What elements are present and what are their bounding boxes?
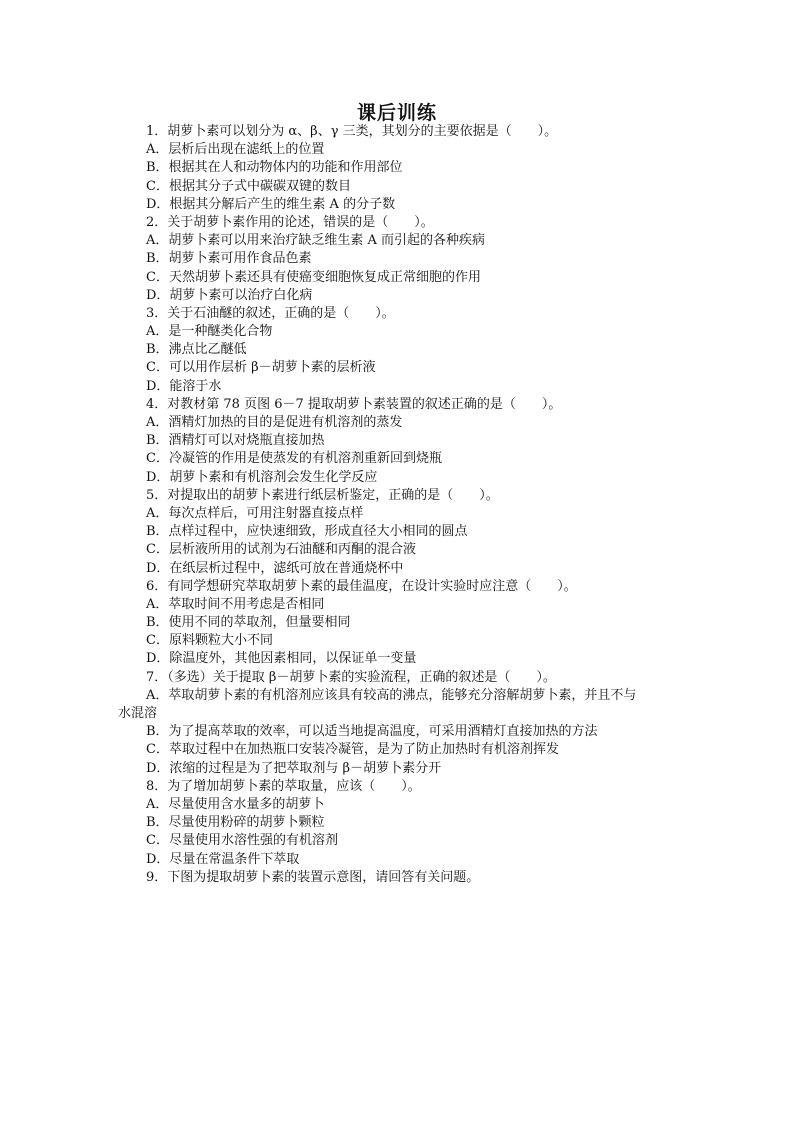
page-title: 课后训练 [356, 102, 437, 124]
answer-option: D．尽量在常温条件下萃取 [146, 851, 300, 867]
answer-option: D．能溶于水 [146, 378, 222, 394]
question-stem: 3．关于石油醚的叙述，正确的是（ ）。 [146, 305, 395, 321]
question-list [118, 123, 688, 887]
answer-option: C．萃取过程中在加热瓶口安装冷凝管，是为了防止加热时有机溶剂挥发 [146, 742, 559, 758]
answer-option: C．根据其分子式中碳碳双键的数目 [146, 178, 351, 194]
answer-option: D．在纸层析过程中，滤纸可放在普通烧杯中 [146, 560, 404, 576]
answer-option: B．使用不同的萃取剂，但量要相同 [146, 615, 351, 631]
answer-option: A．尽量使用含水量多的胡萝卜 [146, 796, 325, 812]
answer-option: D．胡萝卜素和有机溶剂会发生化学反应 [146, 469, 378, 485]
answer-option: A．酒精灯加热的目的是促进有机溶剂的蒸发 [146, 415, 403, 430]
question-stem: 1．胡萝卜素可以划分为 α、β、γ 三类，其划分的主要依据是（ ）。 [146, 124, 558, 139]
answer-option: B．点样过程中，应快速细致，形成直径大小相同的圆点 [146, 524, 468, 540]
answer-option: C．天然胡萝卜素还具有使癌变细胞恢复成正常细胞的作用 [146, 269, 481, 285]
answer-option: C．可以用作层析 β－胡萝卜素的层析液 [146, 360, 376, 376]
answer-option: B．为了提高萃取的效率，可以适当地提高温度，可采用酒精灯直接加热的方法 [146, 724, 598, 740]
answer-option-continuation: 水混溶 [118, 706, 158, 721]
answer-option: D．胡萝卜素可以治疗白化病 [146, 287, 313, 303]
question-stem: 2．关于胡萝卜素作用的论述，错误的是（ ）。 [146, 214, 434, 230]
answer-option: A．是一种醚类化合物 [146, 324, 273, 340]
answer-option: D．浓缩的过程是为了把萃取剂与 β－胡萝卜素分开 [146, 760, 442, 776]
question-stem: 7．（多选）关于提取 β－胡萝卜素的实验流程，正确的叙述是（ ）。 [146, 669, 556, 685]
answer-option: A．萃取时间不用考虑是否相同 [146, 596, 325, 612]
answer-option: A．每次点样后，可用注射器直接点样 [146, 505, 364, 521]
question-stem: 6．有同学想研究萃取胡萝卜素的最佳温度，在设计实验时应注意（ ）。 [146, 578, 577, 594]
answer-option: C．冷凝管的作用是使蒸发的有机溶剂重新回到烧瓶 [146, 451, 442, 467]
answer-option: B．酒精灯可以对烧瓶直接加热 [146, 433, 325, 449]
answer-option: C．层析液所用的试剂为石油醚和丙酮的混合液 [146, 542, 416, 558]
answer-option: B．胡萝卜素可用作食品色素 [146, 251, 312, 267]
answer-option: B．尽量使用粉碎的胡萝卜颗粒 [146, 815, 325, 831]
answer-option: A．胡萝卜素可以用来治疗缺乏维生素 A 而引起的各种疾病 [146, 233, 486, 249]
question-stem: 4．对教材第 78 页图 6－7 提取胡萝卜素装置的叙述正确的是（ ）。 [146, 396, 562, 412]
question-stem: 8．为了增加胡萝卜素的萃取量，应该（ ）。 [146, 778, 421, 794]
answer-option: D．除温度外，其他因素相同，以保证单一变量 [146, 651, 417, 667]
answer-option: D．根据其分解后产生的维生素 A 的分子数 [146, 196, 396, 212]
question-stem: 5．对提取出的胡萝卜素进行纸层析鉴定，正确的是（ ）。 [146, 487, 499, 503]
question-stem: 9．下图为提取胡萝卜素的装置示意图，请回答有关问题。 [146, 869, 480, 885]
answer-option: B．根据其在人和动物体内的功能和作用部位 [146, 160, 403, 176]
answer-option: C．尽量使用水溶性强的有机溶剂 [146, 833, 338, 849]
answer-option: A．层析后出现在滤纸上的位置 [146, 142, 325, 158]
answer-option: B．沸点比乙醚低 [146, 342, 247, 358]
answer-option: C．原料颗粒大小不同 [146, 633, 273, 649]
answer-option: A．萃取胡萝卜素的有机溶剂应该具有较高的沸点，能够充分溶解胡萝卜素，并且不与 [146, 687, 637, 703]
